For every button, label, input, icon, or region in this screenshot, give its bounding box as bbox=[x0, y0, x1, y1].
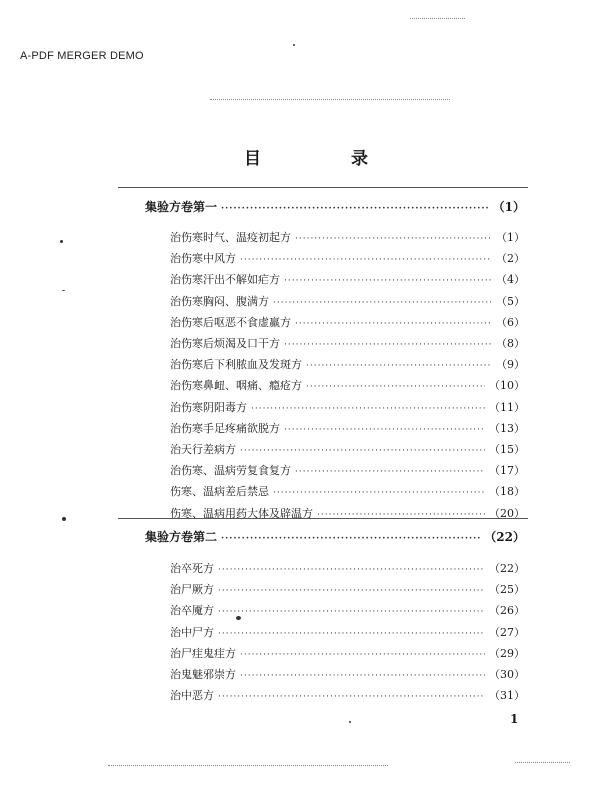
toc-label: 治伤寒手足疼痛欲脱方 bbox=[170, 421, 280, 435]
toc-page-number: （20） bbox=[489, 506, 525, 520]
toc-label: 治伤寒鼻衄、咽痛、瘾疮方 bbox=[170, 379, 302, 393]
toc-leader-dots bbox=[218, 605, 485, 619]
scan-artifact-top bbox=[410, 18, 465, 19]
toc-label: 治鬼魅邪崇方 bbox=[170, 668, 236, 681]
toc-leader-dots bbox=[218, 690, 485, 704]
toc-leader-dots bbox=[306, 359, 491, 373]
toc-leader-dots bbox=[221, 532, 480, 546]
toc-page-number: （9） bbox=[496, 358, 525, 372]
toc-leader-dots bbox=[306, 380, 485, 394]
toc-label: 治中尸方 bbox=[170, 625, 214, 639]
toc-label: 治伤寒时气、温疫初起方 bbox=[170, 231, 291, 244]
toc-entry bbox=[170, 422, 525, 436]
toc-leader-dots bbox=[284, 338, 491, 352]
toc-label: 治卒魇方 bbox=[170, 604, 214, 618]
scan-artifact-mid bbox=[210, 99, 450, 100]
toc-leader-dots bbox=[218, 627, 485, 641]
toc-entry bbox=[170, 689, 525, 703]
toc-leader-dots bbox=[218, 584, 485, 598]
toc-entry bbox=[170, 358, 525, 372]
toc-entry bbox=[170, 562, 525, 576]
toc-label: 治天行差病方 bbox=[170, 443, 236, 456]
toc-label: 集验方卷第二 bbox=[145, 530, 218, 544]
toc-leader-dots bbox=[240, 444, 485, 458]
toc-page-number: （17） bbox=[489, 464, 525, 478]
toc-label: 治伤寒后烦渴及口干方 bbox=[170, 337, 280, 350]
toc-leader-dots bbox=[317, 508, 485, 522]
toc-page-number: （25） bbox=[489, 583, 525, 597]
scan-speck bbox=[236, 616, 241, 620]
toc-entry bbox=[170, 379, 525, 393]
toc-label: 治伤寒阴阳毒方 bbox=[170, 400, 247, 414]
toc-entry bbox=[170, 583, 525, 597]
toc-page-number: （18） bbox=[489, 485, 525, 499]
toc-page-number: （5） bbox=[496, 294, 525, 308]
toc-page-number: （27） bbox=[489, 625, 525, 639]
scan-speck bbox=[293, 44, 295, 46]
scan-speck bbox=[62, 290, 65, 291]
section-divider bbox=[118, 187, 528, 188]
toc-leader-dots bbox=[221, 202, 489, 216]
toc-page-number: （1） bbox=[496, 231, 525, 244]
toc-page-number: （22） bbox=[489, 562, 525, 575]
toc-page-number: （15） bbox=[489, 443, 525, 456]
toc-label: 伤寒、温病用药大体及辟温方 bbox=[170, 506, 313, 520]
toc-leader-dots bbox=[240, 669, 485, 683]
scan-speck bbox=[60, 240, 63, 243]
toc-page-number: （31） bbox=[489, 689, 525, 703]
scan-speck bbox=[62, 517, 66, 521]
toc-label: 治中恶方 bbox=[170, 689, 214, 703]
toc-entry bbox=[170, 647, 525, 661]
toc-leader-dots bbox=[251, 402, 485, 416]
toc-entry bbox=[170, 485, 525, 499]
toc-page-number: （30） bbox=[489, 668, 525, 681]
toc-leader-dots bbox=[240, 253, 491, 267]
toc-label: 治卒死方 bbox=[170, 562, 214, 575]
toc-entry bbox=[170, 668, 525, 682]
toc-entry bbox=[170, 252, 525, 266]
toc-leader-dots bbox=[284, 423, 485, 437]
toc-label: 治伤寒后下利脓血及发斑方 bbox=[170, 358, 302, 372]
toc-entry bbox=[170, 604, 525, 618]
scan-artifact-bottom bbox=[108, 765, 388, 766]
toc-entry bbox=[170, 626, 525, 640]
scan-artifact-bottom-right bbox=[515, 762, 570, 763]
toc-label: 治伤寒汗出不解如疟方 bbox=[170, 273, 280, 287]
toc-entry bbox=[170, 273, 525, 287]
toc-volume-heading bbox=[145, 530, 525, 544]
toc-label: 治伤寒胸闷、腹满方 bbox=[170, 294, 269, 308]
toc-page-number: （22） bbox=[484, 530, 525, 544]
toc-entry bbox=[170, 464, 525, 478]
toc-page-number: （4） bbox=[496, 273, 525, 287]
toc-page-number: （11） bbox=[489, 400, 525, 414]
toc-entry bbox=[170, 443, 525, 457]
toc-entry bbox=[170, 337, 525, 351]
toc-entry bbox=[170, 401, 525, 415]
toc-leader-dots bbox=[284, 274, 491, 288]
toc-leader-dots bbox=[295, 465, 485, 479]
toc-page-number: （2） bbox=[496, 252, 525, 266]
toc-leader-dots bbox=[240, 648, 485, 662]
page-number: 1 bbox=[510, 712, 519, 726]
toc-entry bbox=[170, 295, 525, 309]
toc-label: 治伤寒中风方 bbox=[170, 252, 236, 266]
toc-label: 治尸厥方 bbox=[170, 583, 214, 597]
toc-page-number: （26） bbox=[489, 604, 525, 618]
toc-page-number: （8） bbox=[496, 337, 525, 350]
toc-label: 集验方卷第一 bbox=[145, 200, 218, 214]
toc-leader-dots bbox=[273, 486, 485, 500]
toc-label: 治尸疰鬼疰方 bbox=[170, 646, 236, 660]
toc-label: 伤寒、温病差后禁忌 bbox=[170, 485, 269, 499]
toc-page-number: （6） bbox=[496, 315, 525, 329]
section-divider bbox=[118, 518, 528, 519]
toc-label: 治伤寒后呕恶不食虚羸方 bbox=[170, 315, 291, 329]
toc-label: 治伤寒、温病劳复食复方 bbox=[170, 464, 291, 478]
scan-speck bbox=[349, 721, 351, 723]
watermark-text: A-PDF MERGER DEMO bbox=[20, 50, 144, 62]
toc-page-number: （13） bbox=[489, 421, 525, 435]
toc-entry bbox=[170, 316, 525, 330]
toc-leader-dots bbox=[295, 232, 491, 246]
toc-leader-dots bbox=[218, 563, 485, 577]
toc-page-number: （10） bbox=[489, 379, 525, 393]
toc-entry bbox=[170, 231, 525, 245]
toc-leader-dots bbox=[273, 296, 491, 310]
toc-volume-heading bbox=[145, 200, 525, 214]
page-title: 目 录 bbox=[244, 149, 410, 169]
toc-leader-dots bbox=[295, 317, 491, 331]
toc-page-number: （29） bbox=[489, 646, 525, 660]
toc-page-number: （1） bbox=[492, 200, 525, 214]
